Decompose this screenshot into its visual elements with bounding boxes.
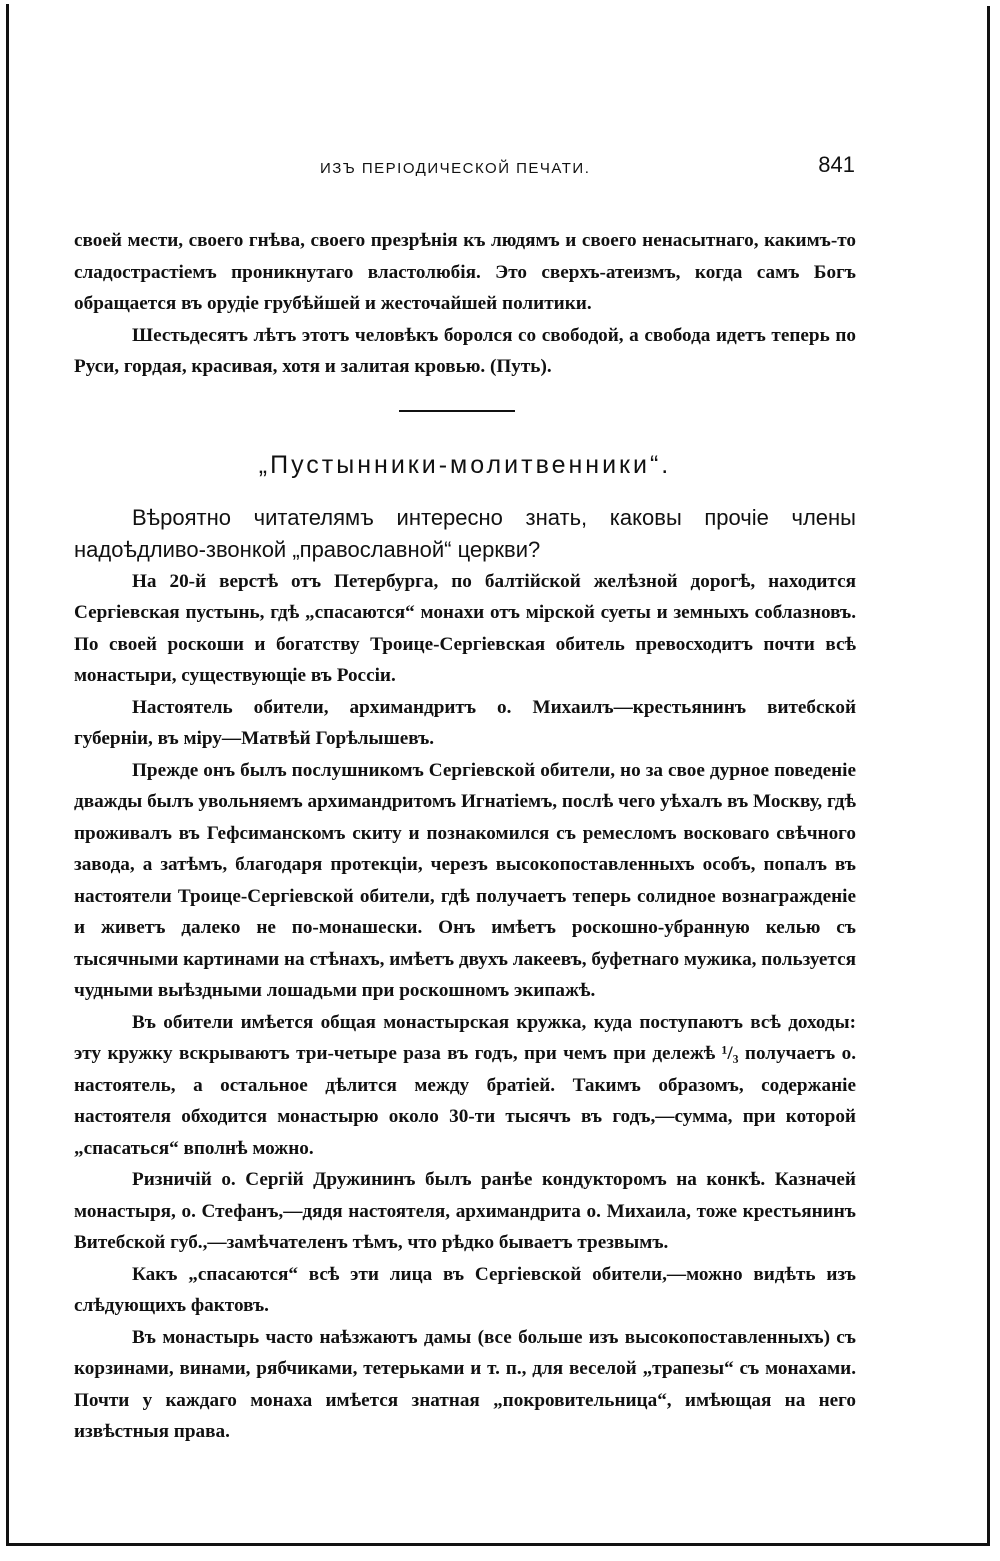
page-border-right [987,6,990,1546]
page-body [74,225,856,1448]
page-border-left [6,4,9,1544]
article-title: „Пустынники-молитвенники“. [258,450,672,479]
article-lead: Вѣроятно читателямъ интересно знать, каковы прочіе члены надоѣдливо-звонкой „православной“ церкви? [74,504,856,562]
article-paragraph: Какъ „спасаются“ всѣ эти лица въ Сергіевской обители,—можно видѣть изъ слѣдующихъ фактовъ. [74,1263,856,1316]
running-title: ИЗЪ ПЕРІОДИЧЕСКОЙ ПЕЧАТИ. [320,160,591,177]
page-border-bottom [6,1543,990,1546]
article-paragraph: Въ обители имѣется общая монастырская кружка, куда поступаютъ всѣ доходы: эту кружку вскрываютъ три-четыре раза въ годъ, при чемъ при дележѣ ¹/₃ получаетъ о. настоятель, а остальное дѣлится между братіей. Такимъ образомъ, содержаніе настоятеля обходится монастырю около 30-ти тысячъ въ годъ,—сумма, при которой „спасаться“ вполнѣ можно. [74,1011,856,1159]
page-number: 841 [818,152,855,177]
article-paragraph: На 20-й верстѣ отъ Петербурга, по балтійской желѣзной дорогѣ, находится Сергіевская пустынь, гдѣ „спасаются“ монахи отъ мірской суеты и земныхъ соблазновъ. По своей роскоши и богатству Троице-Сергіевская обитель превосходитъ почти всѣ монастыри, существующіе въ Россіи. [74,570,856,686]
running-head [75,152,855,182]
article-paragraph: Ризничій о. Сергій Дружининъ былъ ранѣе кондукторомъ на конкѣ. Казначей монастыря, о. Стефанъ,—дядя настоятеля, архимандрита о. Михаила, тоже крестьянинъ Витебской губ.,—замѣчателенъ тѣмъ, что рѣдко бываетъ трезвымъ. [74,1169,856,1253]
section-divider [399,410,515,412]
continued-paragraph: своей мести, своего гнѣва, своего презрѣнія къ людямъ и своего ненасытнаго, какимъ-то сладострастіемъ проникнутаго властолюбія. Это сверхъ-атеизмъ, когда самъ Богъ обращается въ орудіе грубѣйшей и жесточайшей политики. [74,230,856,314]
article-paragraph: Прежде онъ былъ послушникомъ Сергіевской обители, но за свое дурное поведеніе дважды былъ увольняемъ архимандритомъ Игнатіемъ, послѣ чего уѣхалъ въ Москву, гдѣ проживалъ въ Гефсиманскомъ скиту и познакомился съ ремесломъ восковаго свѣчного завода, а затѣмъ, благодаря протекціи, черезъ высокопоставленныхъ особъ, попалъ въ настоятели Троице-Сергіевской обители, гдѣ получаетъ теперь солидное вознагражденіе и живетъ далеко не по-монашески. Онъ имѣетъ роскошно-убранную келью съ тысячными картинами на стѣнахъ, имѣетъ двухъ лакеевъ, буфетнаго мужика, пользуется чудными выѣздными лошадьми при роскошномъ экипажѣ. [74,759,856,1001]
article-paragraph: Настоятель обители, архимандритъ о. Михаилъ—крестьянинъ витебской губерніи, въ міру—Матвѣй Горѣлышевъ. [74,696,856,749]
article-paragraph: Въ монастырь часто наѣзжаютъ дамы (все больше изъ высокопоставленныхъ) съ корзинами, винами, рябчиками, тетерьками и т. п., для веселой „трапезы“ съ монахами. Почти у каждаго монаха имѣется знатная „покровительница“, имѣющая на него извѣстныя права. [74,1326,856,1442]
closing-paragraph: Шестьдесятъ лѣтъ этотъ человѣкъ боролся со свободой, а свобода идетъ теперь по Руси, гордая, красивая, хотя и залитая кровью. (Путь). [74,324,856,377]
